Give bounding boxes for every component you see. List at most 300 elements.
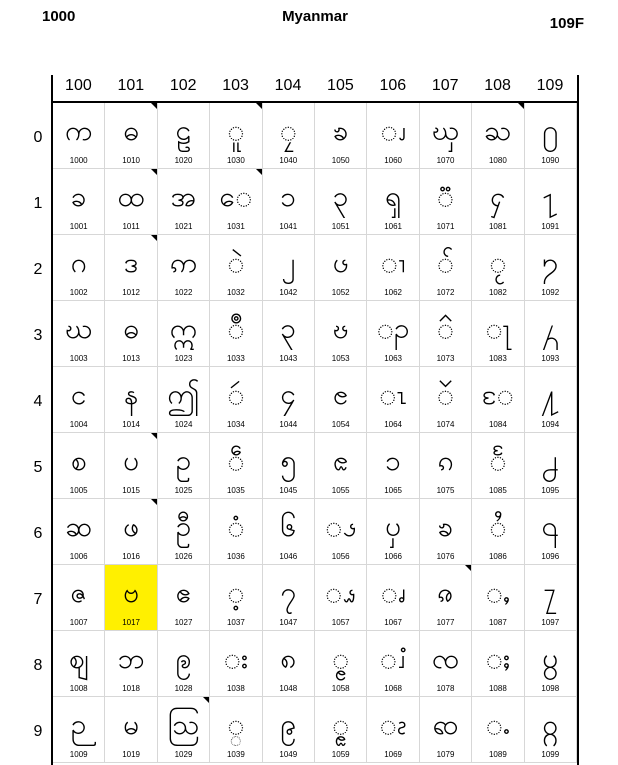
char-glyph: ဂ: [70, 246, 87, 279]
char-glyph: င: [70, 378, 87, 411]
corner-mark-icon: [465, 565, 471, 571]
char-cell[interactable]: [105, 631, 157, 697]
char-cell[interactable]: [158, 169, 210, 235]
char-glyph: ္: [227, 708, 245, 741]
char-glyph: ၸ: [431, 642, 460, 675]
char-cell[interactable]: [158, 235, 210, 301]
corner-mark-icon: [518, 103, 524, 109]
char-code: 1040: [279, 156, 298, 165]
char-glyph: ဈ: [68, 642, 89, 675]
char-glyph: ဗ: [123, 576, 140, 609]
char-cell[interactable]: [158, 565, 210, 631]
char-glyph: ၈: [280, 642, 297, 675]
char-glyph: ဇ: [70, 576, 88, 609]
char-glyph: ၂: [281, 246, 296, 279]
char-code: 1070: [436, 156, 455, 165]
char-glyph: ဲ: [227, 246, 245, 279]
char-code: 1096: [541, 552, 560, 561]
char-code: 1038: [226, 684, 245, 693]
char-code: 1045: [279, 486, 298, 495]
char-code: 1024: [174, 420, 193, 429]
char-cell[interactable]: [367, 697, 419, 763]
column-header: 105: [327, 77, 354, 94]
char-glyph: ဃ: [65, 312, 93, 345]
char-code: 1098: [541, 684, 560, 693]
char-code: 1064: [384, 420, 402, 429]
char-cell[interactable]: [210, 499, 262, 565]
char-glyph: ဆ: [65, 510, 93, 543]
char-cell[interactable]: [525, 103, 577, 169]
row-header: 7: [33, 591, 43, 608]
corner-mark-icon: [151, 169, 157, 175]
char-code: 1099: [541, 750, 560, 759]
char-glyph: ပ: [123, 444, 140, 477]
char-code: 1076: [436, 552, 455, 561]
char-cell[interactable]: [367, 499, 419, 565]
char-code: 1074: [436, 420, 455, 429]
char-glyph: ဩ: [167, 708, 200, 741]
char-cell[interactable]: [53, 301, 105, 367]
char-cell[interactable]: [472, 367, 524, 433]
char-code: 1052: [331, 288, 350, 297]
char-cell[interactable]: [105, 169, 157, 235]
char-cell[interactable]: [420, 169, 472, 235]
char-glyph: ဓ: [123, 114, 139, 147]
char-cell[interactable]: [472, 697, 524, 763]
char-glyph: ေ: [219, 180, 253, 213]
char-glyph: ႑: [542, 180, 559, 213]
char-glyph: ၡ: [385, 180, 402, 213]
char-glyph: ႕: [541, 444, 560, 477]
char-code: 1091: [541, 222, 560, 231]
char-cell[interactable]: [525, 631, 577, 697]
char-cell[interactable]: [158, 631, 210, 697]
char-cell[interactable]: [525, 565, 577, 631]
char-code: 1072: [436, 288, 455, 297]
char-code: 1014: [122, 420, 140, 429]
char-cell[interactable]: [53, 631, 105, 697]
char-glyph: ၙ: [332, 708, 350, 741]
char-glyph: ႉ: [485, 708, 511, 741]
char-code: 1027: [174, 618, 193, 627]
char-cell[interactable]: [420, 499, 472, 565]
char-glyph: ဉ: [70, 708, 87, 741]
char-code: 1049: [279, 750, 298, 759]
char-code: 1031: [226, 222, 245, 231]
char-cell[interactable]: [158, 433, 210, 499]
char-cell[interactable]: [315, 367, 367, 433]
char-code: 1042: [279, 288, 298, 297]
char-code: 1069: [384, 750, 402, 759]
char-cell[interactable]: [158, 301, 210, 367]
char-glyph: ၅: [280, 444, 297, 477]
char-cell[interactable]: [210, 631, 262, 697]
char-code: 1068: [384, 684, 402, 693]
char-glyph: ၕ: [332, 444, 349, 477]
char-glyph: ႘: [542, 642, 559, 675]
char-code: 1030: [226, 156, 245, 165]
row-header: 1: [33, 195, 43, 212]
char-cell[interactable]: [158, 103, 210, 169]
corner-mark-icon: [256, 103, 262, 109]
char-code: 1026: [174, 552, 193, 561]
char-glyph: ဨ: [175, 642, 192, 675]
char-glyph: ႄ: [481, 378, 514, 411]
char-glyph: ႈ: [485, 642, 511, 675]
char-cell[interactable]: [420, 103, 472, 169]
range-start-label: 1000: [42, 8, 76, 25]
char-cell[interactable]: [472, 103, 524, 169]
char-code: 1056: [331, 552, 350, 561]
char-code: 1048: [279, 684, 298, 693]
char-cell[interactable]: [315, 301, 367, 367]
char-glyph: ူ: [227, 114, 245, 147]
char-glyph: ဓ: [123, 312, 139, 345]
char-code: 1061: [384, 222, 402, 231]
char-cell[interactable]: [210, 697, 262, 763]
char-cell[interactable]: [105, 235, 157, 301]
char-glyph: ႂ: [489, 246, 507, 279]
char-code: 1047: [279, 618, 298, 627]
char-code: 1020: [174, 156, 193, 165]
char-glyph: အ: [170, 180, 197, 213]
char-cell[interactable]: [263, 169, 315, 235]
char-cell[interactable]: [263, 367, 315, 433]
row-header: 8: [33, 657, 43, 674]
column-header: 103: [222, 77, 249, 94]
char-glyph: ၦ: [385, 510, 402, 543]
char-glyph: ၖ: [325, 510, 357, 543]
char-cell[interactable]: [158, 367, 210, 433]
char-cell[interactable]: [525, 169, 577, 235]
char-glyph: ႙: [542, 708, 559, 741]
char-cell[interactable]: [420, 631, 472, 697]
corner-mark-icon: [256, 169, 262, 175]
char-glyph: ဳ: [227, 312, 245, 345]
char-code: 1005: [69, 486, 88, 495]
char-cell[interactable]: [525, 433, 577, 499]
char-code: 1058: [331, 684, 350, 693]
char-code: 1032: [226, 288, 245, 297]
char-code: 1006: [69, 552, 88, 561]
char-code: 1018: [122, 684, 140, 693]
char-cell[interactable]: [472, 433, 524, 499]
char-cell[interactable]: [105, 103, 157, 169]
char-cell[interactable]: [367, 433, 419, 499]
char-code: 1082: [488, 288, 507, 297]
char-code: 1017: [122, 618, 140, 627]
char-code: 1062: [384, 288, 402, 297]
char-code: 1093: [541, 354, 560, 363]
char-code: 1054: [331, 420, 350, 429]
char-code: 1097: [541, 618, 560, 627]
char-cell[interactable]: [420, 301, 472, 367]
char-glyph: ၵ: [437, 444, 454, 477]
char-glyph: ဠ: [175, 114, 192, 147]
char-cell[interactable]: [210, 301, 262, 367]
char-cell[interactable]: [315, 169, 367, 235]
corner-mark-icon: [151, 235, 157, 241]
char-cell[interactable]: [263, 499, 315, 565]
char-glyph: ၰ: [431, 114, 460, 147]
char-glyph: ၩ: [379, 708, 407, 741]
char-glyph: ၣ: [376, 312, 410, 345]
char-cell[interactable]: [420, 565, 472, 631]
char-cell[interactable]: [263, 433, 315, 499]
char-cell[interactable]: [420, 697, 472, 763]
char-glyph: ၱ: [436, 180, 455, 213]
char-glyph: ဣ: [169, 312, 198, 345]
corner-mark-icon: [203, 697, 209, 703]
char-glyph: ့: [227, 576, 245, 609]
char-glyph: န: [123, 378, 139, 411]
char-code: 1016: [122, 552, 140, 561]
char-cell[interactable]: [210, 103, 262, 169]
char-code: 1059: [331, 750, 350, 759]
char-glyph: ဘ: [117, 642, 145, 675]
char-cell[interactable]: [367, 235, 419, 301]
row-header: 4: [33, 393, 43, 410]
char-code: 1011: [122, 222, 140, 231]
char-code: 1050: [331, 156, 350, 165]
char-glyph: ၇: [280, 576, 297, 609]
char-cell[interactable]: [315, 103, 367, 169]
char-code: 1001: [69, 222, 88, 231]
char-code: 1046: [279, 552, 298, 561]
char-glyph: ႐: [542, 114, 559, 147]
char-cell[interactable]: [420, 235, 472, 301]
char-glyph: ဥ: [175, 444, 192, 477]
char-cell[interactable]: [315, 433, 367, 499]
char-cell[interactable]: [367, 631, 419, 697]
char-cell[interactable]: [525, 367, 577, 433]
char-code: 1003: [69, 354, 88, 363]
char-code: 1009: [69, 750, 88, 759]
char-glyph: ႒: [542, 246, 559, 279]
char-code: 1092: [541, 288, 560, 297]
char-glyph: ံ: [227, 510, 245, 543]
corner-mark-icon: [151, 499, 157, 505]
char-code: 1008: [69, 684, 88, 693]
char-cell[interactable]: [263, 103, 315, 169]
char-cell[interactable]: [367, 301, 419, 367]
char-code: 1037: [226, 618, 245, 627]
char-cell[interactable]: [53, 367, 105, 433]
char-glyph: ၶ: [437, 510, 454, 543]
char-cell[interactable]: [53, 169, 105, 235]
char-cell[interactable]: [525, 499, 577, 565]
char-glyph: ၄: [280, 378, 297, 411]
char-code: 1051: [331, 222, 350, 231]
row-header: 2: [33, 261, 43, 278]
char-cell[interactable]: [53, 433, 105, 499]
char-code: 1065: [384, 486, 402, 495]
corner-mark-icon: [151, 103, 157, 109]
char-glyph: ၨ: [379, 642, 407, 675]
char-glyph: ဦ: [175, 510, 192, 543]
char-cell[interactable]: [472, 565, 524, 631]
char-cell[interactable]: [525, 697, 577, 763]
char-cell[interactable]: [263, 631, 315, 697]
char-code: 1094: [541, 420, 560, 429]
char-cell[interactable]: [263, 697, 315, 763]
char-cell[interactable]: [105, 697, 157, 763]
column-header: 104: [274, 77, 302, 94]
char-glyph: ဒ: [123, 246, 139, 279]
char-glyph: ၔ: [332, 378, 349, 411]
char-cell[interactable]: [472, 499, 524, 565]
char-code: 1023: [174, 354, 193, 363]
char-cell[interactable]: [53, 103, 105, 169]
char-cell[interactable]: [210, 433, 262, 499]
char-glyph: ထ: [117, 180, 145, 213]
char-code: 1086: [488, 552, 507, 561]
char-glyph: ၶ: [332, 114, 349, 147]
column-header: 100: [65, 77, 92, 94]
row-header: 9: [33, 723, 43, 740]
char-code: 1013: [122, 354, 140, 363]
char-cell[interactable]: [105, 565, 157, 631]
char-glyph: ၠ: [279, 114, 297, 147]
char-cell[interactable]: [158, 697, 210, 763]
corner-mark-icon: [151, 433, 157, 439]
char-code: 1010: [122, 156, 140, 165]
char-code: 1034: [226, 420, 245, 429]
char-cell[interactable]: [53, 565, 105, 631]
char-cell[interactable]: [210, 169, 262, 235]
column-header: 106: [379, 77, 407, 94]
char-cell[interactable]: [367, 565, 419, 631]
char-glyph: ႀ: [484, 114, 512, 147]
char-cell[interactable]: [315, 235, 367, 301]
char-cell[interactable]: [53, 697, 105, 763]
char-glyph: ႖: [541, 510, 560, 543]
char-glyph: ၉: [280, 708, 297, 741]
char-cell[interactable]: [53, 235, 105, 301]
char-glyph: ၤ: [379, 378, 408, 411]
char-glyph: ၧ: [380, 576, 406, 609]
char-code: 1036: [226, 552, 245, 561]
char-glyph: ႅ: [489, 444, 507, 477]
char-code: 1067: [384, 618, 402, 627]
char-cell[interactable]: [210, 367, 262, 433]
char-code: 1012: [122, 288, 140, 297]
char-code: 1075: [436, 486, 455, 495]
char-glyph: ၗ: [325, 576, 357, 609]
char-code: 1073: [436, 354, 455, 363]
char-glyph: ၢ: [380, 246, 406, 279]
char-glyph: ၃: [332, 180, 349, 213]
char-glyph: ႁ: [490, 180, 506, 213]
char-cell[interactable]: [525, 235, 577, 301]
char-code: 1022: [174, 288, 193, 297]
char-cell[interactable]: [420, 433, 472, 499]
char-code: 1041: [279, 222, 298, 231]
char-cell[interactable]: [263, 301, 315, 367]
block-title: Myanmar: [282, 8, 348, 25]
char-code: 1063: [384, 354, 402, 363]
char-code: 1015: [122, 486, 140, 495]
char-cell[interactable]: [105, 301, 157, 367]
char-code: 1071: [436, 222, 455, 231]
char-glyph: ႇ: [485, 576, 511, 609]
char-code: 1085: [488, 486, 507, 495]
char-glyph: မ: [123, 708, 140, 741]
char-cell[interactable]: [105, 433, 157, 499]
char-cell[interactable]: [472, 631, 524, 697]
char-cell[interactable]: [315, 499, 367, 565]
char-code: 1044: [279, 420, 298, 429]
char-code: 1083: [488, 354, 507, 363]
char-cell[interactable]: [367, 169, 419, 235]
char-cell[interactable]: [315, 631, 367, 697]
char-cell[interactable]: [105, 499, 157, 565]
char-cell[interactable]: [263, 235, 315, 301]
char-code: 1039: [226, 750, 245, 759]
row-header: 5: [33, 459, 43, 476]
char-code: 1078: [436, 684, 455, 693]
char-cell[interactable]: [158, 499, 210, 565]
char-glyph: ၲ: [436, 246, 455, 279]
right-border: [577, 75, 579, 765]
char-glyph: ႗: [543, 576, 558, 609]
char-glyph: ၘ: [332, 642, 350, 675]
char-code: 1077: [436, 618, 455, 627]
char-code: 1002: [69, 288, 88, 297]
char-glyph: း: [223, 642, 249, 675]
char-glyph: ခ: [70, 180, 87, 213]
char-cell[interactable]: [315, 565, 367, 631]
char-glyph: ႆ: [489, 510, 507, 543]
char-glyph: ဵ: [227, 444, 245, 477]
char-code: 1089: [488, 750, 507, 759]
char-cell[interactable]: [367, 367, 419, 433]
column-header: 108: [484, 77, 511, 94]
char-cell[interactable]: [420, 367, 472, 433]
char-code: 1084: [488, 420, 507, 429]
char-code: 1090: [541, 156, 560, 165]
char-cell[interactable]: [263, 565, 315, 631]
char-code: 1080: [488, 156, 507, 165]
row-header: 3: [33, 327, 43, 344]
column-header: 101: [117, 77, 145, 94]
char-code: 1066: [384, 552, 402, 561]
column-header: 107: [431, 77, 459, 94]
char-glyph: ၴ: [436, 378, 455, 411]
char-cell[interactable]: [472, 235, 524, 301]
char-glyph: ၒ: [332, 246, 349, 279]
char-glyph: ၥ: [385, 444, 401, 477]
char-cell[interactable]: [105, 367, 157, 433]
char-code: 1043: [279, 354, 298, 363]
char-code: 1081: [488, 222, 507, 231]
char-cell[interactable]: [210, 235, 262, 301]
char-cell[interactable]: [472, 169, 524, 235]
char-code: 1021: [174, 222, 193, 231]
char-cell[interactable]: [525, 301, 577, 367]
char-glyph: ဖ: [123, 510, 140, 543]
char-glyph: ႔: [540, 378, 561, 411]
char-code: 1000: [69, 156, 88, 165]
char-cell[interactable]: [367, 103, 419, 169]
char-cell[interactable]: [210, 565, 262, 631]
char-code: 1033: [226, 354, 245, 363]
char-glyph: ၳ: [436, 312, 455, 345]
char-glyph: ၆: [280, 510, 297, 543]
char-cell[interactable]: [315, 697, 367, 763]
char-cell[interactable]: [53, 499, 105, 565]
char-cell[interactable]: [472, 301, 524, 367]
